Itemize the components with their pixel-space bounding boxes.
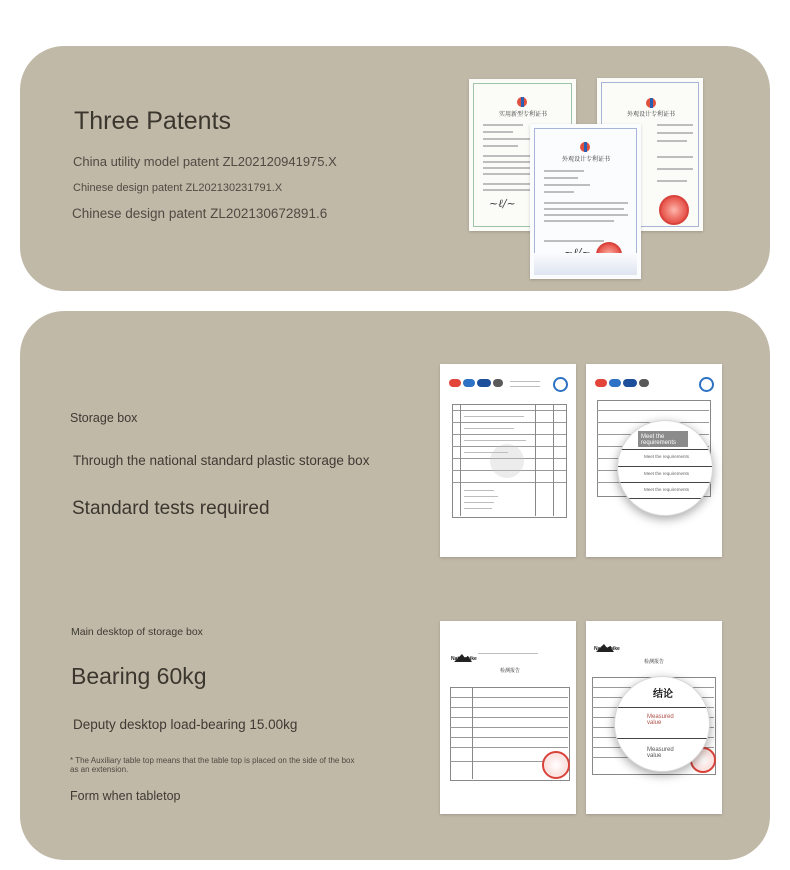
storage-line-1: Through the national standard plastic storage box (73, 453, 370, 468)
cert-title: 外观设计专利证书 (562, 157, 611, 163)
cnipa-logo-icon (645, 96, 657, 108)
cert-title: 实用新型专利证书 (499, 112, 548, 118)
cnipa-logo-icon (579, 140, 591, 152)
patent-certificate-design-2 (530, 124, 641, 279)
patent-item-1: China utility model patent ZL202120941975.X (73, 154, 337, 169)
storage-line-2: Standard tests required (72, 498, 270, 519)
magnifier-text-4: Meet the requirements (644, 487, 690, 492)
measured-value-2: Measured value (647, 747, 674, 759)
patent-item-2: Chinese design patent ZL202130231791.X (73, 182, 283, 194)
magnifier-text-1: Meet the requirements (641, 434, 677, 446)
official-seal-icon (659, 195, 689, 225)
magnifier-conclusion (614, 676, 710, 772)
report-brand: Naturehike (594, 646, 620, 652)
desktop-note: * The Auxiliary table top means that the table top is placed on the side of the box as an extension. (70, 756, 355, 774)
desktop-label: Main desktop of storage box (71, 626, 203, 638)
magnifier-heading: 结论 (653, 689, 673, 700)
signature: ~ℓ/~ (489, 197, 516, 210)
report-brand: Naturehike (451, 656, 477, 662)
cert-title: 外观设计专利证书 (627, 112, 676, 118)
magnifier-requirements (617, 420, 713, 516)
report-title: 检测报告 (500, 668, 521, 674)
cnipa-logo-icon (516, 95, 528, 107)
magnifier-text-2: Meet the requirements (644, 454, 690, 459)
storage-test-report-1 (440, 364, 576, 557)
magnifier-text-3: Meet the requirements (644, 471, 690, 476)
desktop-heading: Bearing 60kg (71, 663, 207, 689)
patent-item-3: Chinese design patent ZL202130672891.6 (72, 206, 328, 221)
report-title: 检测报告 (644, 659, 665, 665)
patents-title: Three Patents (74, 107, 232, 135)
desktop-footer: Form when tabletop (70, 789, 181, 803)
measured-value-1: Measured value (647, 714, 674, 726)
official-seal-icon (542, 751, 570, 779)
desktop-subheading: Deputy desktop load-bearing 15.00kg (73, 717, 298, 732)
storage-label: Storage box (70, 411, 138, 425)
desktop-test-report-1 (440, 621, 576, 814)
